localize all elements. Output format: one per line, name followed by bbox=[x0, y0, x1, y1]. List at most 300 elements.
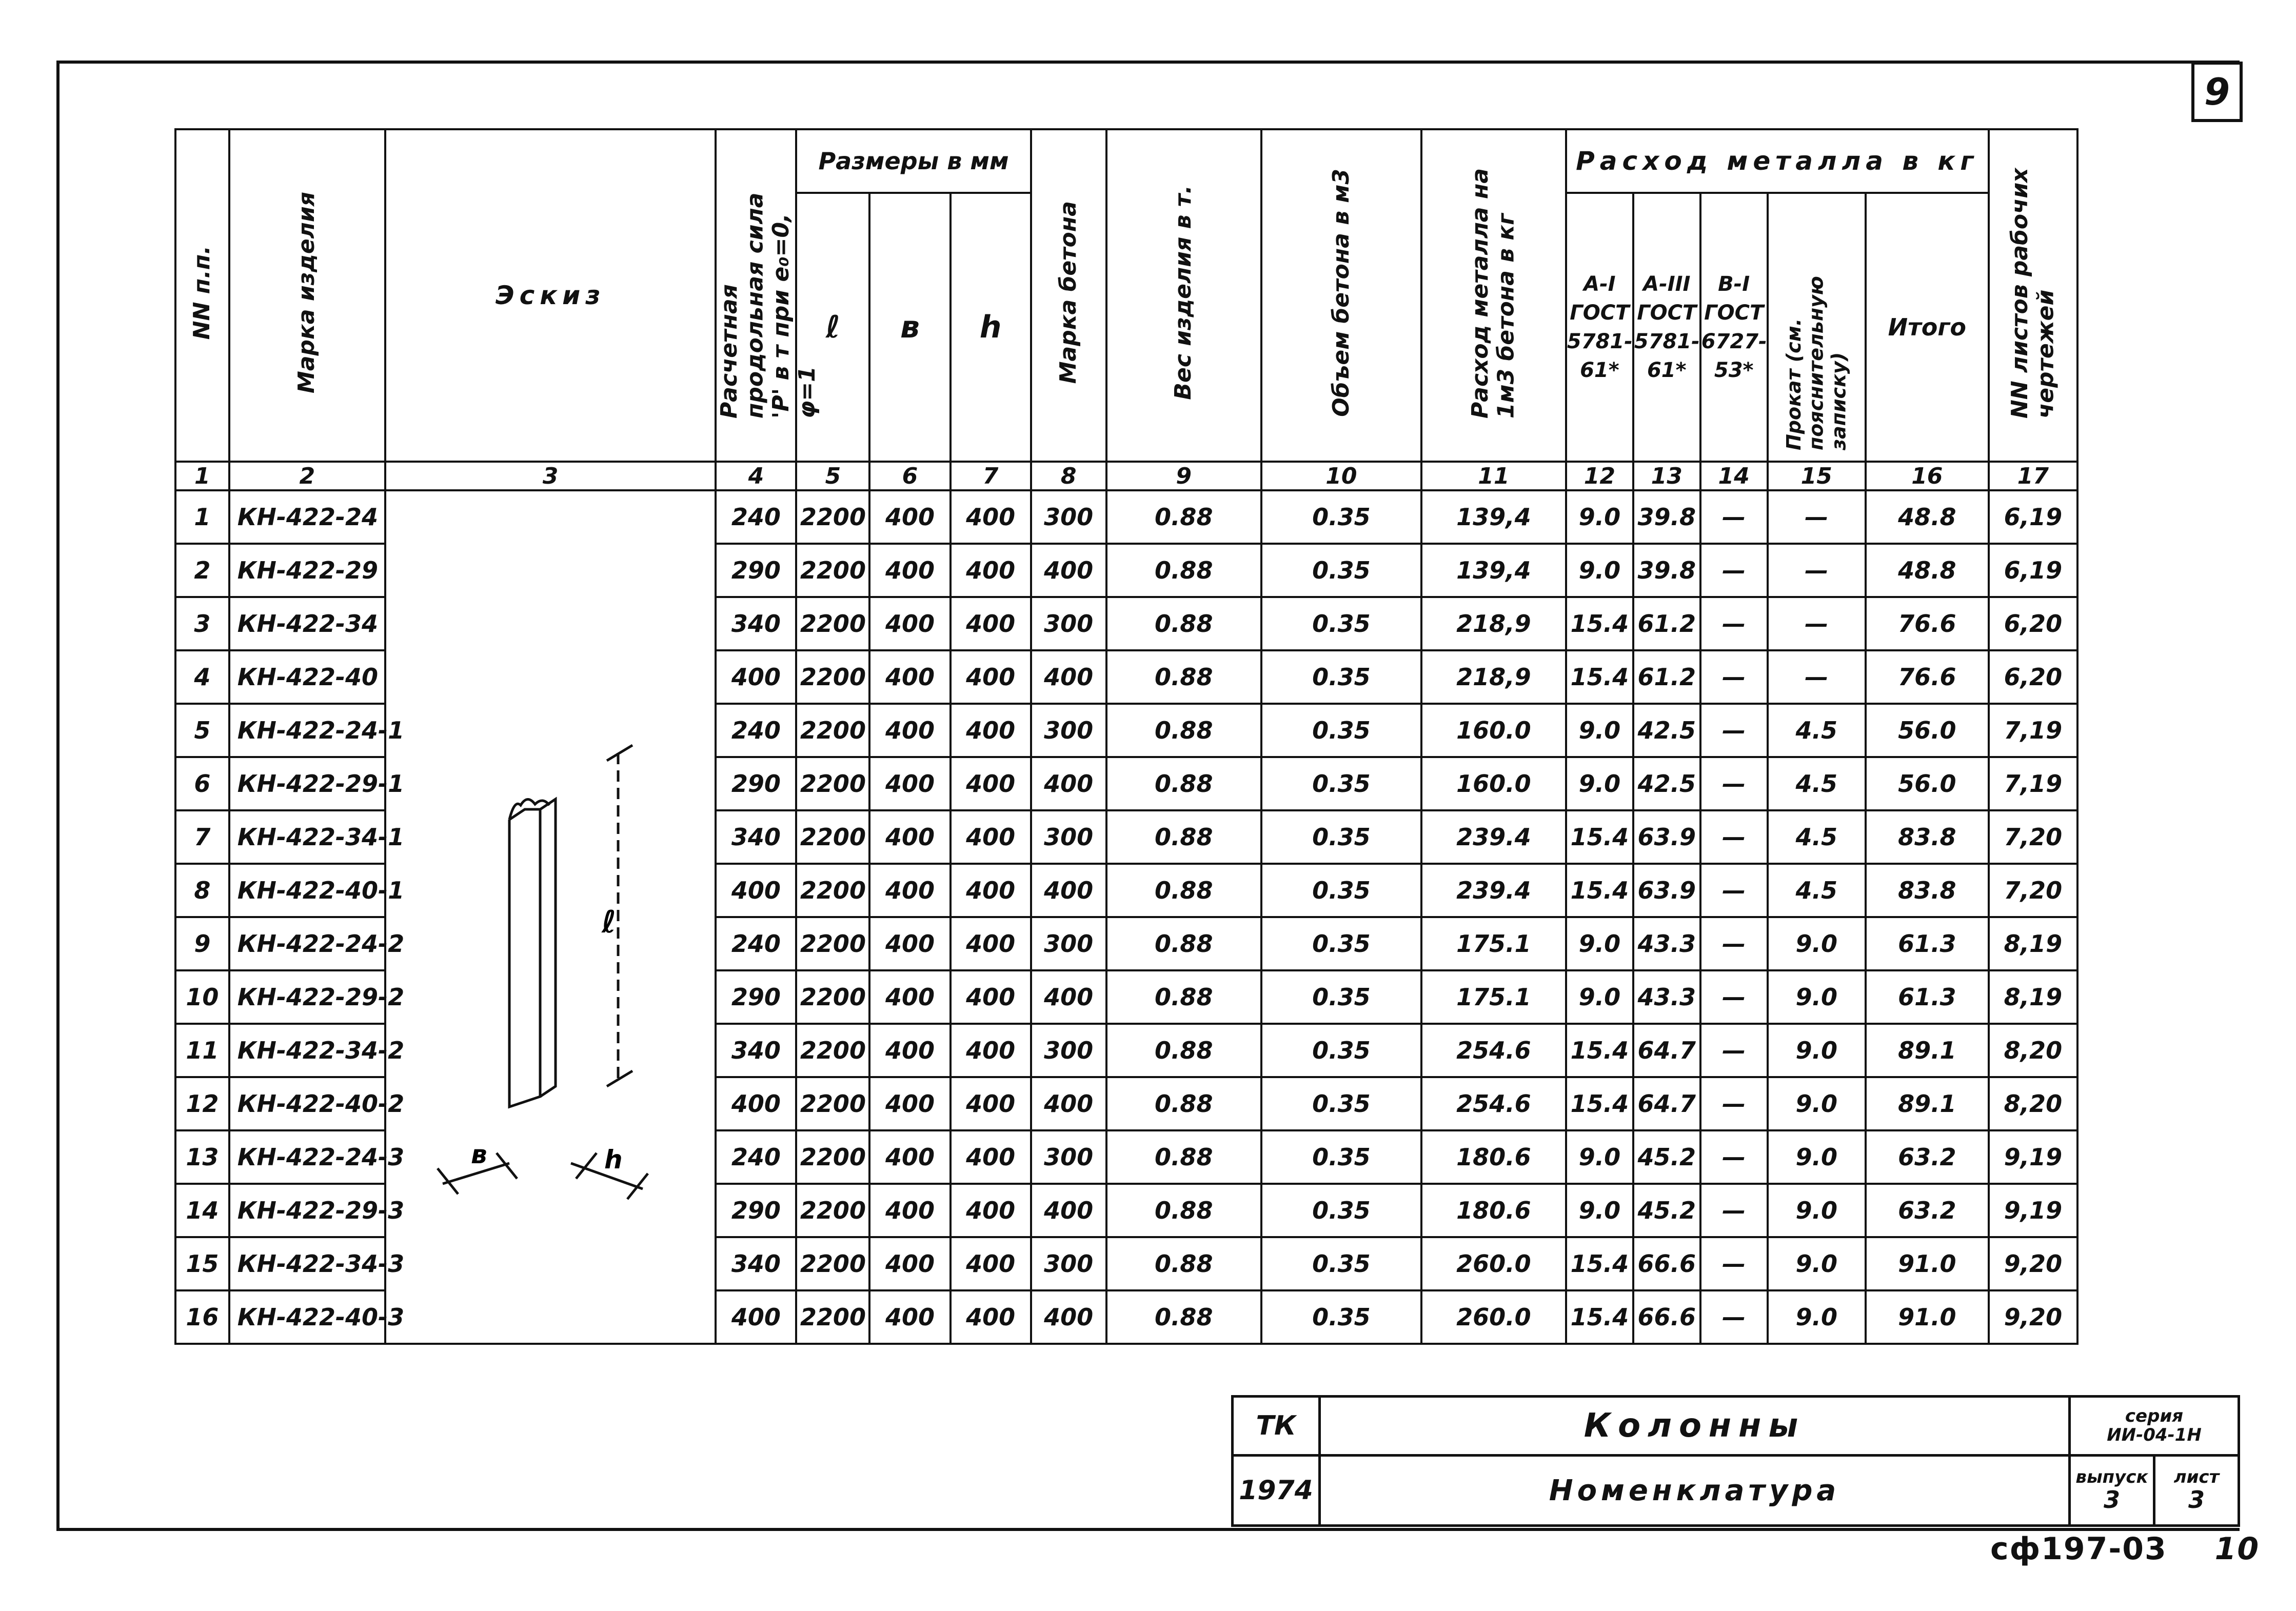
row-weight: 0.88 bbox=[1106, 864, 1261, 917]
row-sheets: 8,19 bbox=[1989, 970, 2077, 1024]
label-width: в bbox=[470, 1140, 487, 1169]
row-force: 290 bbox=[716, 757, 796, 810]
row-volume: 0.35 bbox=[1261, 1184, 1421, 1237]
row-width: 400 bbox=[869, 704, 950, 757]
header-dimensions-group: Размеры в мм bbox=[796, 129, 1031, 193]
row-wire-b1: — bbox=[1700, 704, 1768, 757]
row-steel-a1: 9.0 bbox=[1566, 490, 1633, 544]
row-total: 89.1 bbox=[1866, 1024, 1989, 1077]
row-total: 91.0 bbox=[1866, 1290, 1989, 1344]
row-wire-b1: — bbox=[1700, 544, 1768, 597]
row-sheets: 9,20 bbox=[1989, 1237, 2077, 1290]
row-steel-a3: 66.6 bbox=[1633, 1290, 1700, 1344]
header-sheet-numbers: NN листов рабочих чертежей bbox=[1989, 129, 2077, 462]
column-number: 5 bbox=[796, 462, 869, 490]
row-concrete: 300 bbox=[1031, 1237, 1106, 1290]
row-steel-a3: 63.9 bbox=[1633, 864, 1700, 917]
row-volume: 0.35 bbox=[1261, 1130, 1421, 1184]
header-rolled-steel: Прокат (см. пояснительную записку) bbox=[1768, 193, 1866, 462]
column-number: 9 bbox=[1106, 462, 1261, 490]
row-mark: КН-422-29-2 bbox=[229, 970, 385, 1024]
row-concrete: 400 bbox=[1031, 544, 1106, 597]
binding-margin-text bbox=[26, 169, 62, 1272]
row-force: 240 bbox=[716, 490, 796, 544]
row-mark: КН-422-29 bbox=[229, 544, 385, 597]
row-steel-a3: 64.7 bbox=[1633, 1024, 1700, 1077]
row-rolled: 9.0 bbox=[1768, 970, 1866, 1024]
row-concrete: 300 bbox=[1031, 704, 1106, 757]
row-weight: 0.88 bbox=[1106, 970, 1261, 1024]
row-weight: 0.88 bbox=[1106, 650, 1261, 704]
row-width: 400 bbox=[869, 1237, 950, 1290]
row-concrete: 300 bbox=[1031, 1130, 1106, 1184]
table-row bbox=[175, 490, 2077, 544]
row-force: 240 bbox=[716, 917, 796, 970]
row-volume: 0.35 bbox=[1261, 1237, 1421, 1290]
row-number: 7 bbox=[175, 810, 229, 864]
row-weight: 0.88 bbox=[1106, 704, 1261, 757]
row-metal-per-m3: 239.4 bbox=[1421, 864, 1566, 917]
row-wire-b1: — bbox=[1700, 597, 1768, 650]
row-height: 400 bbox=[951, 810, 1031, 864]
header-length: ℓ bbox=[796, 193, 869, 462]
row-volume: 0.35 bbox=[1261, 1024, 1421, 1077]
row-number: 3 bbox=[175, 597, 229, 650]
row-wire-b1: — bbox=[1700, 1237, 1768, 1290]
column-number: 4 bbox=[716, 462, 796, 490]
label-length: ℓ bbox=[601, 904, 617, 940]
row-rolled: 4.5 bbox=[1768, 864, 1866, 917]
header-weight: Вес изделия в т. bbox=[1106, 129, 1261, 462]
row-mark: КН-422-40-3 bbox=[229, 1290, 385, 1344]
row-volume: 0.35 bbox=[1261, 544, 1421, 597]
row-length: 2200 bbox=[796, 1077, 869, 1130]
stamp-series bbox=[2070, 1397, 2239, 1456]
row-height: 400 bbox=[951, 1237, 1031, 1290]
row-length: 2200 bbox=[796, 1290, 869, 1344]
row-steel-a1: 15.4 bbox=[1566, 650, 1633, 704]
row-sheets: 9,20 bbox=[1989, 1290, 2077, 1344]
row-width: 400 bbox=[869, 1024, 950, 1077]
row-height: 400 bbox=[951, 917, 1031, 970]
row-number: 6 bbox=[175, 757, 229, 810]
row-rolled: 9.0 bbox=[1768, 1130, 1866, 1184]
column-number: 6 bbox=[869, 462, 950, 490]
row-weight: 0.88 bbox=[1106, 810, 1261, 864]
stamp-sheet-label: лист bbox=[2173, 1467, 2220, 1487]
row-mark: КН-422-34-3 bbox=[229, 1237, 385, 1290]
row-force: 290 bbox=[716, 970, 796, 1024]
row-mark: КН-422-29-3 bbox=[229, 1184, 385, 1237]
row-number: 10 bbox=[175, 970, 229, 1024]
row-wire-b1: — bbox=[1700, 757, 1768, 810]
row-width: 400 bbox=[869, 597, 950, 650]
row-concrete: 300 bbox=[1031, 917, 1106, 970]
row-concrete: 400 bbox=[1031, 1184, 1106, 1237]
row-total: 89.1 bbox=[1866, 1077, 1989, 1130]
row-mark: КН-422-34-2 bbox=[229, 1024, 385, 1077]
header-wire-b1: В-I ГОСТ 6727-53* bbox=[1700, 193, 1768, 462]
row-mark: КН-422-24-3 bbox=[229, 1130, 385, 1184]
row-rolled: — bbox=[1768, 544, 1866, 597]
row-wire-b1: — bbox=[1700, 490, 1768, 544]
row-height: 400 bbox=[951, 1290, 1031, 1344]
row-metal-per-m3: 239.4 bbox=[1421, 810, 1566, 864]
row-concrete: 300 bbox=[1031, 1024, 1106, 1077]
row-height: 400 bbox=[951, 1077, 1031, 1130]
header-number: NN п.п. bbox=[175, 129, 229, 462]
row-volume: 0.35 bbox=[1261, 864, 1421, 917]
row-force: 240 bbox=[716, 1130, 796, 1184]
row-force: 340 bbox=[716, 810, 796, 864]
row-volume: 0.35 bbox=[1261, 757, 1421, 810]
row-width: 400 bbox=[869, 810, 950, 864]
row-metal-per-m3: 260.0 bbox=[1421, 1290, 1566, 1344]
row-rolled: 9.0 bbox=[1768, 1237, 1866, 1290]
row-wire-b1: — bbox=[1700, 1184, 1768, 1237]
row-volume: 0.35 bbox=[1261, 810, 1421, 864]
stamp-issue-label: выпуск bbox=[2075, 1467, 2148, 1487]
row-volume: 0.35 bbox=[1261, 650, 1421, 704]
row-wire-b1: — bbox=[1700, 1130, 1768, 1184]
row-length: 2200 bbox=[796, 864, 869, 917]
row-height: 400 bbox=[951, 650, 1031, 704]
row-height: 400 bbox=[951, 704, 1031, 757]
stamp-issue bbox=[2070, 1456, 2154, 1526]
row-weight: 0.88 bbox=[1106, 597, 1261, 650]
row-concrete: 300 bbox=[1031, 810, 1106, 864]
column-number: 15 bbox=[1768, 462, 1866, 490]
row-total: 48.8 bbox=[1866, 490, 1989, 544]
row-steel-a1: 9.0 bbox=[1566, 1130, 1633, 1184]
row-rolled: 4.5 bbox=[1768, 757, 1866, 810]
row-total: 61.3 bbox=[1866, 917, 1989, 970]
column-number: 13 bbox=[1633, 462, 1700, 490]
row-total: 83.8 bbox=[1866, 864, 1989, 917]
row-weight: 0.88 bbox=[1106, 917, 1261, 970]
row-total: 76.6 bbox=[1866, 597, 1989, 650]
header-width: в bbox=[869, 193, 950, 462]
row-sheets: 7,20 bbox=[1989, 864, 2077, 917]
row-height: 400 bbox=[951, 1130, 1031, 1184]
row-number: 11 bbox=[175, 1024, 229, 1077]
row-mark: КН-422-40-2 bbox=[229, 1077, 385, 1130]
row-steel-a1: 9.0 bbox=[1566, 1184, 1633, 1237]
row-concrete: 400 bbox=[1031, 757, 1106, 810]
row-height: 400 bbox=[951, 597, 1031, 650]
row-wire-b1: — bbox=[1700, 810, 1768, 864]
row-rolled: 9.0 bbox=[1768, 1077, 1866, 1130]
row-height: 400 bbox=[951, 1184, 1031, 1237]
row-mark: КН-422-24 bbox=[229, 490, 385, 544]
column-number: 14 bbox=[1700, 462, 1768, 490]
row-width: 400 bbox=[869, 1184, 950, 1237]
row-total: 61.3 bbox=[1866, 970, 1989, 1024]
row-number: 2 bbox=[175, 544, 229, 597]
row-weight: 0.88 bbox=[1106, 490, 1261, 544]
row-width: 400 bbox=[869, 1077, 950, 1130]
row-total: 56.0 bbox=[1866, 704, 1989, 757]
row-metal-per-m3: 160.0 bbox=[1421, 757, 1566, 810]
stamp-series-value: ИИ-04-1Н bbox=[2107, 1425, 2202, 1445]
row-number: 4 bbox=[175, 650, 229, 704]
row-wire-b1: — bbox=[1700, 864, 1768, 917]
row-sheets: 6,20 bbox=[1989, 597, 2077, 650]
row-sheets: 7,19 bbox=[1989, 757, 2077, 810]
column-front-face bbox=[509, 809, 540, 1107]
row-total: 83.8 bbox=[1866, 810, 1989, 864]
stamp-org: ТК bbox=[1233, 1397, 1320, 1456]
row-number: 15 bbox=[175, 1237, 229, 1290]
row-mark: КН-422-29-1 bbox=[229, 757, 385, 810]
row-steel-a3: 63.9 bbox=[1633, 810, 1700, 864]
row-metal-per-m3: 160.0 bbox=[1421, 704, 1566, 757]
row-steel-a3: 43.3 bbox=[1633, 970, 1700, 1024]
row-volume: 0.35 bbox=[1261, 970, 1421, 1024]
row-mark: КН-422-34 bbox=[229, 597, 385, 650]
row-steel-a3: 42.5 bbox=[1633, 757, 1700, 810]
row-rolled: 4.5 bbox=[1768, 810, 1866, 864]
row-steel-a1: 15.4 bbox=[1566, 1237, 1633, 1290]
row-steel-a1: 15.4 bbox=[1566, 810, 1633, 864]
header-height: h bbox=[951, 193, 1031, 462]
row-metal-per-m3: 180.6 bbox=[1421, 1184, 1566, 1237]
row-volume: 0.35 bbox=[1261, 597, 1421, 650]
row-width: 400 bbox=[869, 917, 950, 970]
row-force: 400 bbox=[716, 1077, 796, 1130]
row-wire-b1: — bbox=[1700, 1077, 1768, 1130]
row-rolled: — bbox=[1768, 490, 1866, 544]
row-metal-per-m3: 180.6 bbox=[1421, 1130, 1566, 1184]
row-length: 2200 bbox=[796, 917, 869, 970]
row-concrete: 400 bbox=[1031, 864, 1106, 917]
stamp-series-label: серия bbox=[2125, 1405, 2184, 1426]
row-volume: 0.35 bbox=[1261, 704, 1421, 757]
row-sheets: 8,20 bbox=[1989, 1024, 2077, 1077]
row-sheets: 9,19 bbox=[1989, 1184, 2077, 1237]
row-mark: КН-422-34-1 bbox=[229, 810, 385, 864]
row-wire-b1: — bbox=[1700, 970, 1768, 1024]
row-sheets: 6,20 bbox=[1989, 650, 2077, 704]
row-steel-a1: 15.4 bbox=[1566, 864, 1633, 917]
row-steel-a1: 9.0 bbox=[1566, 757, 1633, 810]
stamp-sheet bbox=[2154, 1456, 2239, 1526]
row-width: 400 bbox=[869, 650, 950, 704]
row-steel-a3: 61.2 bbox=[1633, 597, 1700, 650]
row-force: 400 bbox=[716, 1290, 796, 1344]
header-design-force: Расчетная продольная сила 'Р' в т при e₀=0, φ=1 bbox=[716, 129, 796, 462]
row-number: 1 bbox=[175, 490, 229, 544]
row-metal-per-m3: 139,4 bbox=[1421, 490, 1566, 544]
row-number: 14 bbox=[175, 1184, 229, 1237]
table-body bbox=[175, 490, 2077, 1344]
row-length: 2200 bbox=[796, 810, 869, 864]
stamp-sheet-value: 3 bbox=[2188, 1486, 2205, 1514]
row-steel-a3: 39.8 bbox=[1633, 544, 1700, 597]
column-number-row bbox=[175, 462, 2077, 490]
row-length: 2200 bbox=[796, 1024, 869, 1077]
row-number: 12 bbox=[175, 1077, 229, 1130]
row-width: 400 bbox=[869, 490, 950, 544]
row-metal-per-m3: 254.6 bbox=[1421, 1024, 1566, 1077]
row-mark: КН-422-24-2 bbox=[229, 917, 385, 970]
row-force: 340 bbox=[716, 597, 796, 650]
row-height: 400 bbox=[951, 1024, 1031, 1077]
row-width: 400 bbox=[869, 757, 950, 810]
row-concrete: 300 bbox=[1031, 490, 1106, 544]
row-wire-b1: — bbox=[1700, 1024, 1768, 1077]
row-steel-a3: 61.2 bbox=[1633, 650, 1700, 704]
row-force: 290 bbox=[716, 544, 796, 597]
row-height: 400 bbox=[951, 864, 1031, 917]
row-metal-per-m3: 175.1 bbox=[1421, 970, 1566, 1024]
header-steel-a1: А-I ГОСТ 5781-61* bbox=[1566, 193, 1633, 462]
row-force: 340 bbox=[716, 1237, 796, 1290]
header-steel-a3: А-III ГОСТ 5781-61* bbox=[1633, 193, 1700, 462]
row-force: 340 bbox=[716, 1024, 796, 1077]
row-steel-a3: 45.2 bbox=[1633, 1130, 1700, 1184]
row-force: 400 bbox=[716, 650, 796, 704]
row-weight: 0.88 bbox=[1106, 1290, 1261, 1344]
row-steel-a1: 15.4 bbox=[1566, 1077, 1633, 1130]
stamp-subtitle: Номенклатура bbox=[1320, 1456, 2070, 1526]
row-length: 2200 bbox=[796, 757, 869, 810]
column-sketch bbox=[386, 491, 715, 1322]
row-width: 400 bbox=[869, 544, 950, 597]
row-sheets: 7,19 bbox=[1989, 704, 2077, 757]
row-concrete: 400 bbox=[1031, 1290, 1106, 1344]
row-steel-a3: 66.6 bbox=[1633, 1237, 1700, 1290]
row-number: 16 bbox=[175, 1290, 229, 1344]
column-number: 10 bbox=[1261, 462, 1421, 490]
row-length: 2200 bbox=[796, 1130, 869, 1184]
row-weight: 0.88 bbox=[1106, 1024, 1261, 1077]
row-wire-b1: — bbox=[1700, 917, 1768, 970]
row-length: 2200 bbox=[796, 1237, 869, 1290]
column-number: 3 bbox=[385, 462, 716, 490]
row-height: 400 bbox=[951, 757, 1031, 810]
row-sheets: 7,20 bbox=[1989, 810, 2077, 864]
row-rolled: 9.0 bbox=[1768, 917, 1866, 970]
row-mark: КН-422-24-1 bbox=[229, 704, 385, 757]
row-height: 400 bbox=[951, 970, 1031, 1024]
row-sheets: 8,19 bbox=[1989, 917, 2077, 970]
row-height: 400 bbox=[951, 544, 1031, 597]
row-length: 2200 bbox=[796, 1184, 869, 1237]
row-metal-per-m3: 218,9 bbox=[1421, 597, 1566, 650]
row-volume: 0.35 bbox=[1261, 917, 1421, 970]
row-length: 2200 bbox=[796, 490, 869, 544]
row-steel-a1: 9.0 bbox=[1566, 917, 1633, 970]
row-weight: 0.88 bbox=[1106, 1184, 1261, 1237]
row-steel-a1: 15.4 bbox=[1566, 1290, 1633, 1344]
row-metal-per-m3: 139,4 bbox=[1421, 544, 1566, 597]
page-number: 9 bbox=[2191, 62, 2243, 122]
row-volume: 0.35 bbox=[1261, 490, 1421, 544]
row-wire-b1: — bbox=[1700, 650, 1768, 704]
archive-code bbox=[1990, 1531, 2260, 1567]
row-total: 91.0 bbox=[1866, 1237, 1989, 1290]
row-force: 290 bbox=[716, 1184, 796, 1237]
label-height: h bbox=[604, 1145, 623, 1175]
row-steel-a3: 64.7 bbox=[1633, 1077, 1700, 1130]
row-volume: 0.35 bbox=[1261, 1290, 1421, 1344]
row-number: 8 bbox=[175, 864, 229, 917]
row-rolled: 9.0 bbox=[1768, 1290, 1866, 1344]
row-weight: 0.88 bbox=[1106, 757, 1261, 810]
row-width: 400 bbox=[869, 1130, 950, 1184]
row-steel-a1: 15.4 bbox=[1566, 1024, 1633, 1077]
row-steel-a1: 15.4 bbox=[1566, 597, 1633, 650]
row-weight: 0.88 bbox=[1106, 1130, 1261, 1184]
row-sheets: 6,19 bbox=[1989, 490, 2077, 544]
header-mark: Марка изделия bbox=[229, 129, 385, 462]
stamp-title: Колонны bbox=[1320, 1397, 2070, 1456]
row-steel-a3: 45.2 bbox=[1633, 1184, 1700, 1237]
column-number: 8 bbox=[1031, 462, 1106, 490]
row-number: 13 bbox=[175, 1130, 229, 1184]
row-rolled: 9.0 bbox=[1768, 1184, 1866, 1237]
row-weight: 0.88 bbox=[1106, 1237, 1261, 1290]
row-steel-a3: 43.3 bbox=[1633, 917, 1700, 970]
row-concrete: 400 bbox=[1031, 970, 1106, 1024]
row-number: 5 bbox=[175, 704, 229, 757]
title-block bbox=[1231, 1395, 2240, 1527]
row-total: 48.8 bbox=[1866, 544, 1989, 597]
row-rolled: — bbox=[1768, 597, 1866, 650]
row-steel-a3: 39.8 bbox=[1633, 490, 1700, 544]
row-length: 2200 bbox=[796, 544, 869, 597]
header-concrete-volume: Объем бетона в м3 bbox=[1261, 129, 1421, 462]
column-number: 7 bbox=[951, 462, 1031, 490]
row-width: 400 bbox=[869, 1290, 950, 1344]
column-number: 17 bbox=[1989, 462, 2077, 490]
header-concrete-grade: Марка бетона bbox=[1031, 129, 1106, 462]
row-length: 2200 bbox=[796, 597, 869, 650]
row-wire-b1: — bbox=[1700, 1290, 1768, 1344]
header-metal-group: Расход металла в кг bbox=[1566, 129, 1989, 193]
row-length: 2200 bbox=[796, 970, 869, 1024]
archive-sheet-number: 10 bbox=[2214, 1531, 2260, 1567]
row-length: 2200 bbox=[796, 650, 869, 704]
row-length: 2200 bbox=[796, 704, 869, 757]
column-number: 2 bbox=[229, 462, 385, 490]
row-sheets: 9,19 bbox=[1989, 1130, 2077, 1184]
row-volume: 0.35 bbox=[1261, 1077, 1421, 1130]
column-side-face bbox=[540, 799, 556, 1097]
row-rolled: 4.5 bbox=[1768, 704, 1866, 757]
row-total: 63.2 bbox=[1866, 1184, 1989, 1237]
header-metal-per-m3: Расход металла на 1м3 бетона в кг bbox=[1421, 129, 1566, 462]
stamp-issue-value: 3 bbox=[2103, 1486, 2120, 1514]
row-metal-per-m3: 218,9 bbox=[1421, 650, 1566, 704]
row-height: 400 bbox=[951, 490, 1031, 544]
row-metal-per-m3: 175.1 bbox=[1421, 917, 1566, 970]
column-number: 11 bbox=[1421, 462, 1566, 490]
row-steel-a1: 9.0 bbox=[1566, 704, 1633, 757]
row-force: 240 bbox=[716, 704, 796, 757]
column-number: 12 bbox=[1566, 462, 1633, 490]
row-mark: КН-422-40 bbox=[229, 650, 385, 704]
row-sheets: 8,20 bbox=[1989, 1077, 2077, 1130]
header-row-1 bbox=[175, 129, 2077, 193]
row-steel-a3: 42.5 bbox=[1633, 704, 1700, 757]
row-metal-per-m3: 260.0 bbox=[1421, 1237, 1566, 1290]
row-concrete: 400 bbox=[1031, 650, 1106, 704]
row-mark: КН-422-40-1 bbox=[229, 864, 385, 917]
row-concrete: 300 bbox=[1031, 597, 1106, 650]
nomenclature-table bbox=[174, 128, 2079, 1345]
